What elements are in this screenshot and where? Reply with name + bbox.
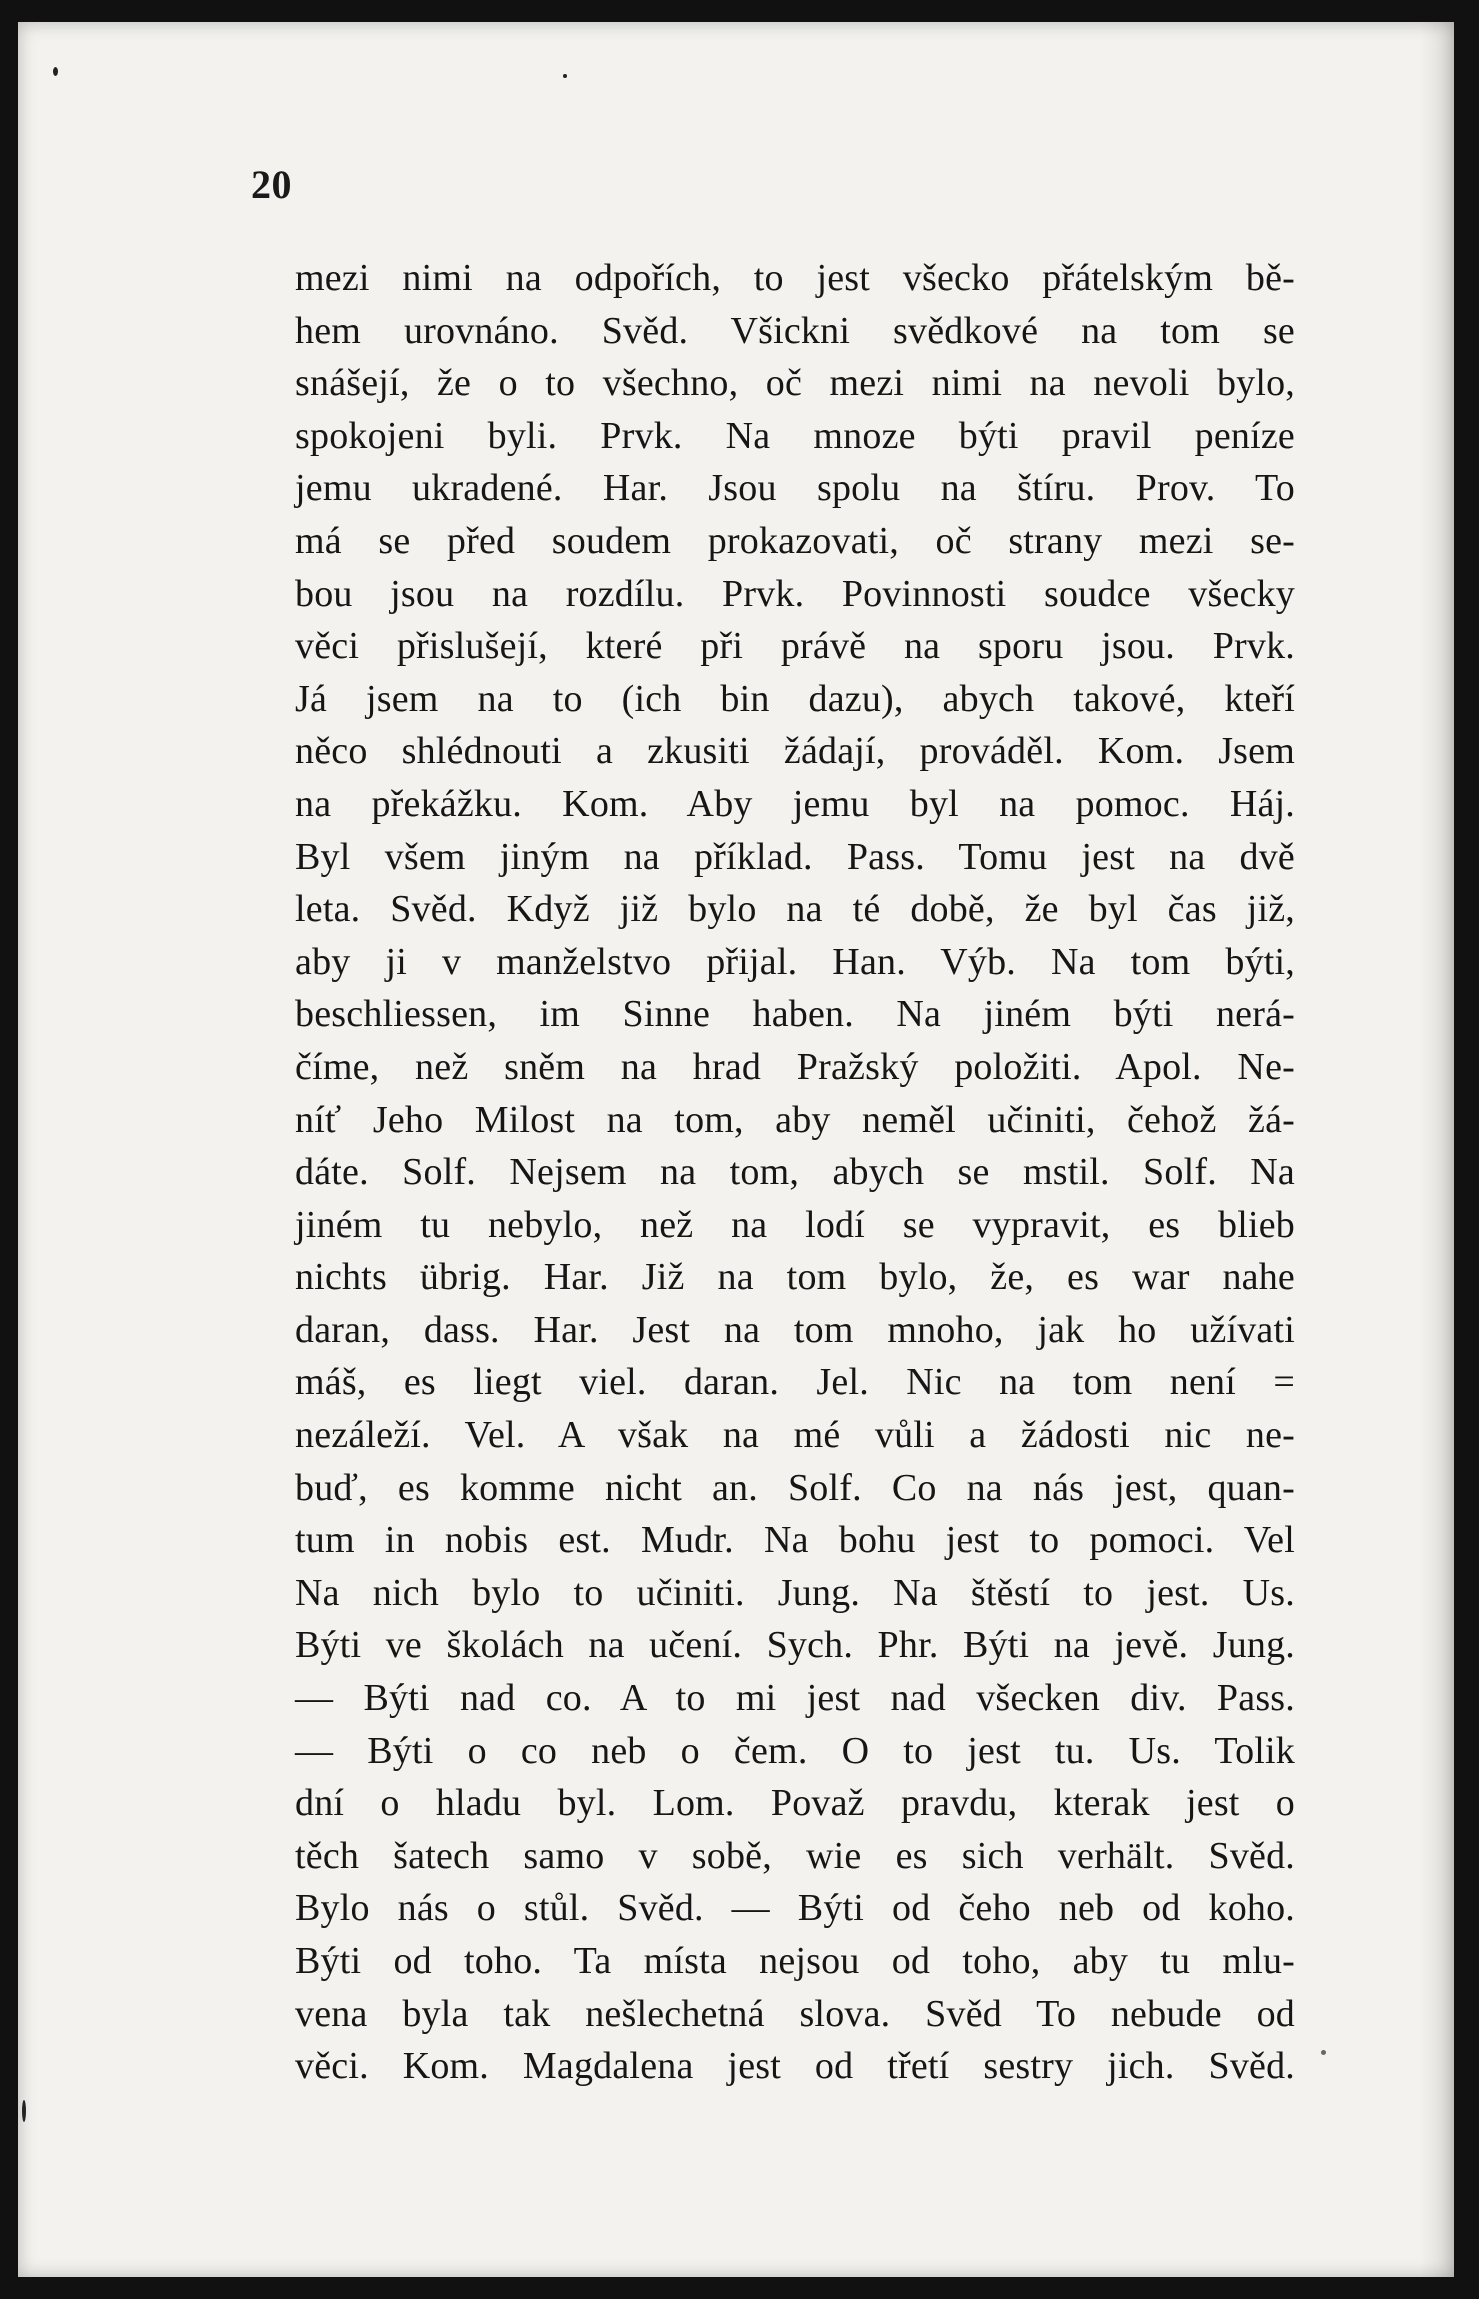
text-line: Já jsem na to (ich bin dazu), abych takové, kteří: [295, 677, 1295, 720]
text-line: snášejí, že o to všechno, oč mezi nimi na nevoli bylo,: [295, 362, 1295, 405]
text-line: aby ji v manželstvo přijal. Han. Výb. Na tom býti,: [295, 940, 1295, 983]
text-line: Na nich bylo to učiniti. Jung. Na štěstí to jest. Us.: [295, 1571, 1295, 1614]
text-line: — Býti o co neb o čem. O to jest tu. Us. Tolik: [295, 1729, 1295, 1772]
text-line: nezáleží. Vel. A však na mé vůli a žádosti nic ne-: [295, 1414, 1295, 1457]
text-line: máš, es liegt viel. daran. Jel. Nic na tom není =: [295, 1361, 1295, 1404]
text-line: dáte. Solf. Nejsem na tom, abych se mstil. Solf. Na: [295, 1151, 1295, 1194]
text-line: těch šatech samo v sobě, wie es sich verhält. Svěd.: [295, 1834, 1295, 1877]
text-line: hem urovnáno. Svěd. Všickni svědkové na tom se: [295, 309, 1295, 352]
text-line: věci přislušejí, které při právě na sporu jsou. Prvk.: [295, 625, 1295, 668]
text-line: něco shlédnouti a zkusiti žádají, prováděl. Kom. Jsem: [295, 730, 1295, 773]
text-line: jemu ukradené. Har. Jsou spolu na štíru. Prov. To: [295, 467, 1295, 510]
ink-speck: [1321, 2050, 1326, 2055]
text-line: vena byla tak nešlechetná slova. Svěd To nebude od: [295, 1992, 1295, 2035]
text-line: tum in nobis est. Mudr. Na bohu jest to pomoci. Vel: [295, 1519, 1295, 1562]
text-line: Býti od toho. Ta místa nejsou od toho, aby tu mlu-: [295, 1940, 1295, 1982]
book-page: [18, 22, 1454, 2277]
text-line: níť Jeho Milost na tom, aby neměl učiniti, čehož žá-: [295, 1098, 1295, 1141]
text-line: číme, než sněm na hrad Pražský položiti. Apol. Ne-: [295, 1045, 1295, 1088]
text-line: Býti ve školách na učení. Sych. Phr. Býti na jevě. Jung.: [295, 1624, 1295, 1667]
text-line: věci. Kom. Magdalena jest od třetí sestry jich. Svěd.: [295, 2045, 1295, 2088]
text-line: Bylo nás o stůl. Svěd. — Býti od čeho neb od koho.: [295, 1887, 1295, 1930]
text-line: nichts übrig. Har. Již na tom bylo, že, es war nahe: [295, 1256, 1295, 1299]
text-line: mezi nimi na odpořích, to jest všecko přátelským bě-: [295, 257, 1295, 299]
text-line: leta. Svěd. Když již bylo na té době, že byl čas již,: [295, 888, 1295, 931]
text-line: dní o hladu byl. Lom. Považ pravdu, kterak jest o: [295, 1782, 1295, 1825]
ink-speck: [563, 74, 567, 78]
text-line: jiném tu nebylo, než na lodí se vypravit, es blieb: [295, 1203, 1295, 1246]
text-line: beschliessen, im Sinne haben. Na jiném býti nerá-: [295, 993, 1295, 1036]
text-line: bou jsou na rozdílu. Prvk. Povinnosti soudce všecky: [295, 572, 1295, 615]
text-line: má se před soudem prokazovati, oč strany mezi se-: [295, 519, 1295, 562]
text-line: — Býti nad co. A to mi jest nad všecken div. Pass.: [295, 1677, 1295, 1720]
ink-speck: [22, 2100, 26, 2122]
text-line: na překážku. Kom. Aby jemu byl na pomoc. Háj.: [295, 782, 1295, 825]
page-number: 20: [251, 162, 292, 207]
text-line: spokojeni byli. Prvk. Na mnoze býti pravil peníze: [295, 414, 1295, 457]
ink-speck: [53, 67, 58, 76]
text-line: daran, dass. Har. Jest na tom mnoho, jak ho užívati: [295, 1308, 1295, 1351]
text-line: Byl všem jiným na příklad. Pass. Tomu jest na dvě: [295, 835, 1295, 878]
text-line: buď, es komme nicht an. Solf. Co na nás jest, quan-: [295, 1466, 1295, 1509]
body-text: [295, 252, 1295, 2093]
